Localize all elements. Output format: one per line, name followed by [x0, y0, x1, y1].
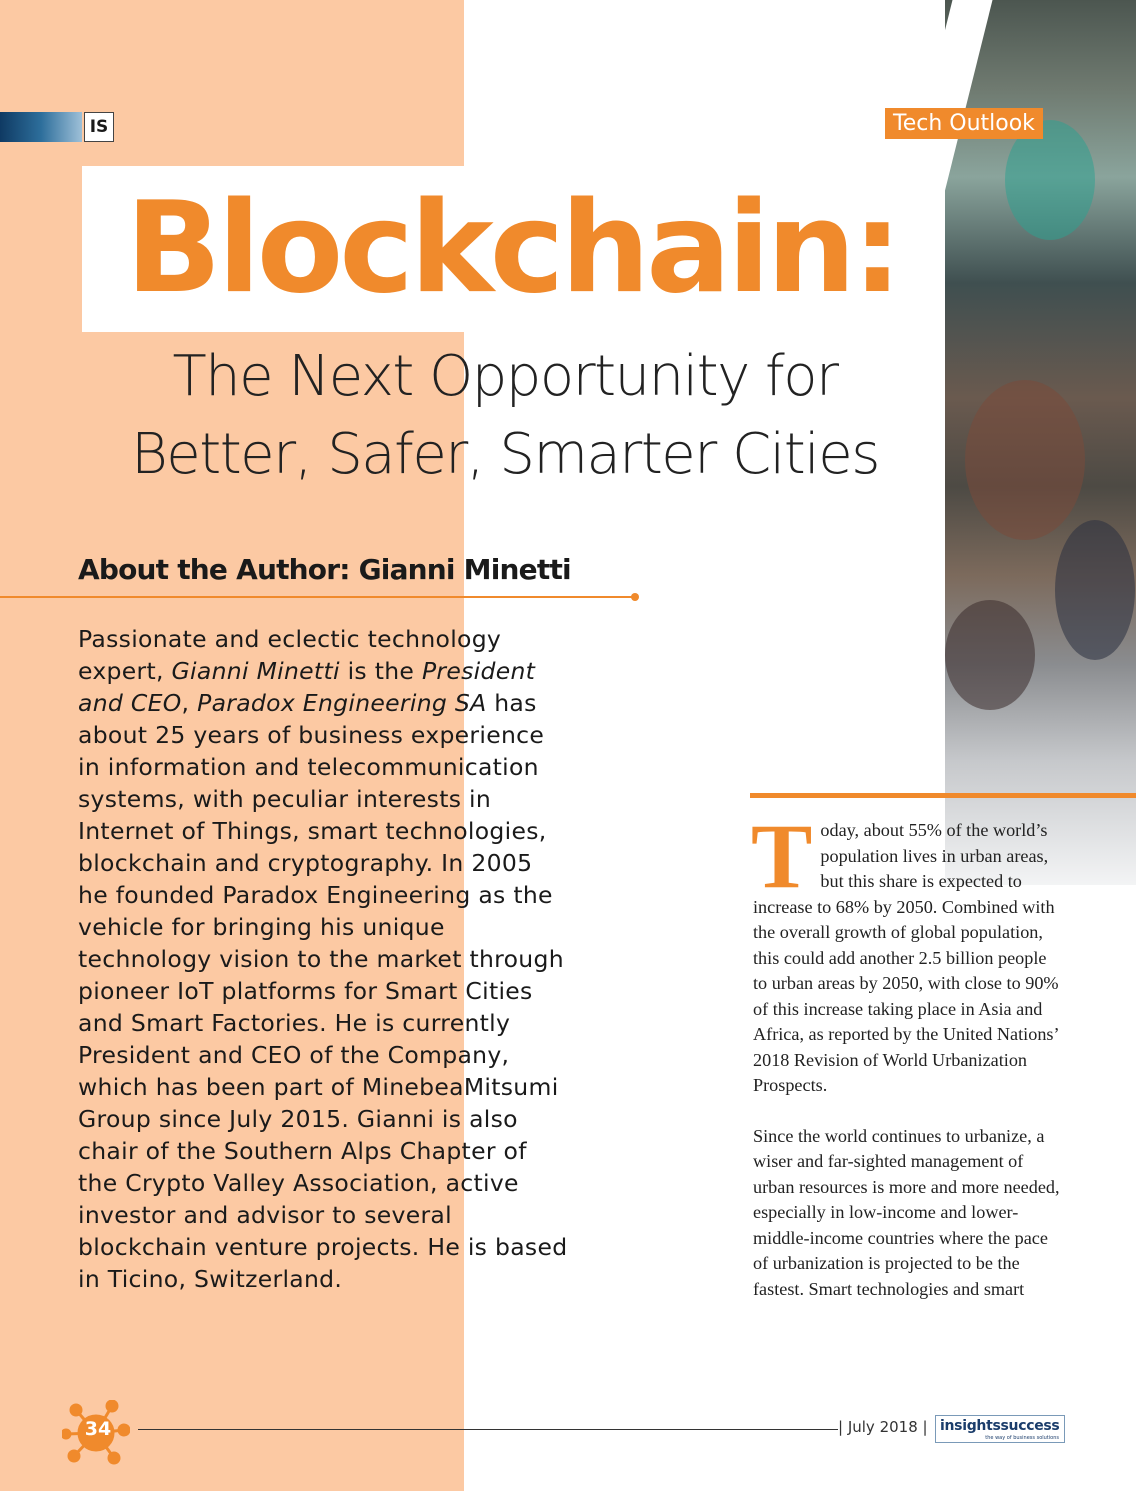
photo-detail — [945, 600, 1035, 710]
article-paragraph: Since the world continues to urbanize, a wiser and far-sighted management of urban resources is more and more needed, especially in low-income and lower-middle-income countries where the pace of urbanization is projected to be the fastest. Smart technologies and smart — [753, 1125, 1060, 1299]
divider-dot — [631, 593, 639, 601]
brand-logo — [935, 1415, 1065, 1443]
article-subtitle — [40, 338, 970, 494]
article-paragraph: Today, about 55% of the world’s population lives in urban areas, but this share is expected to increase to 68% by 2050. Combined with the overall growth of global population, this could add another 2.5 billion people to urban areas by 2050, with close to 90% of this increase taking place in Asia and Africa, as reported by the United Nations’ 2018 Revision of World Urbanization Prospects. — [751, 805, 1059, 1095]
author-name: Gianni Minetti — [171, 657, 340, 685]
page-number: 34 — [84, 1418, 112, 1440]
issue-date: | July 2018 | — [838, 1418, 928, 1436]
subtitle-line-1: The Next Opportunity for — [172, 344, 838, 409]
author-role: President and CEO — [78, 657, 536, 717]
footer-rule — [138, 1429, 838, 1430]
diagonal-white-stripe — [945, 0, 995, 350]
article-body — [751, 805, 1065, 1327]
magazine-logo: IS — [84, 112, 114, 142]
author-heading: About the Author: Gianni Minetti — [78, 553, 571, 586]
author-divider — [0, 596, 634, 598]
drop-cap: T — [751, 805, 813, 907]
subtitle-line-2: Better, Safer, Smarter Cities — [131, 422, 879, 487]
article-title: Blockchain: — [125, 174, 899, 321]
column-divider — [750, 793, 1136, 798]
author-company: Paradox Engineering SA — [197, 689, 487, 717]
section-tag: Tech Outlook — [885, 108, 1043, 139]
photo-detail — [1055, 520, 1135, 660]
header-accent-bar — [0, 112, 82, 142]
brand-name: insightssuccess — [940, 1418, 1060, 1434]
author-bio: Passionate and eclectic technology expert, Gianni Minetti is the President and CEO, Paradox Engineering SA has about 25 years of business experience in information and telecommunication systems, with peculiar interests in Internet of Things, smart technologies, blockchain and cryptography. In 2005 he founded Paradox Engineering as the vehicle for bringing his unique technology vision to the market through pioneer IoT platforms for Smart Cities and Smart Factories. He is currently President and CEO of the Company, which has been part of MinebeaMitsumi Group since July 2015. Gianni is also chair of the Southern Alps Chapter of the Crypto Valley Association, active investor and advisor to several blockchain venture projects. He is based in Ticino, Switzerland. — [78, 625, 568, 1293]
brand-tagline: the way of business solutions — [985, 1435, 1059, 1441]
photo-detail — [965, 380, 1085, 540]
